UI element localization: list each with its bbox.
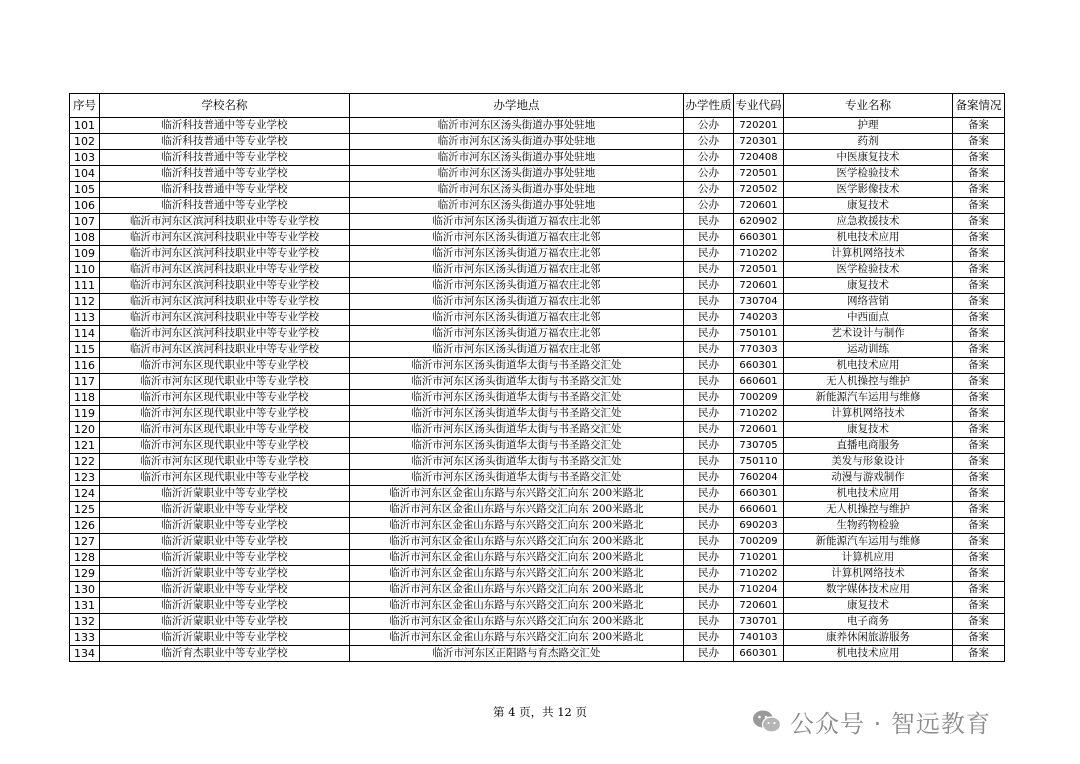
school-name: 临沂沂蒙职业中等专业学校 [100, 598, 350, 614]
school-location: 临沂市河东区汤头街道办事处驻地 [350, 150, 684, 166]
major-name: 康复技术 [784, 598, 953, 614]
school-location: 临沂市河东区汤头街道华太街与书圣路交汇处 [350, 454, 684, 470]
major-code: 730704 [734, 294, 784, 310]
table-row [70, 358, 1005, 374]
major-code: 710202 [734, 246, 784, 262]
filing-status: 备案 [953, 534, 1005, 550]
row-index: 122 [70, 454, 100, 470]
school-name: 临沂科技普通中等专业学校 [100, 134, 350, 150]
table-row [70, 454, 1005, 470]
row-index: 111 [70, 278, 100, 294]
filing-status: 备案 [953, 486, 1005, 502]
ownership-type: 民办 [684, 326, 734, 342]
ownership-type: 公办 [684, 166, 734, 182]
major-code: 660301 [734, 230, 784, 246]
ownership-type: 民办 [684, 406, 734, 422]
major-name: 机电技术应用 [784, 646, 953, 662]
school-name: 临沂市河东区滨河科技职业中等专业学校 [100, 294, 350, 310]
school-location: 临沂市河东区金雀山东路与东兴路交汇向东 200米路北 [350, 486, 684, 502]
school-location: 临沂市河东区汤头街道华太街与书圣路交汇处 [350, 438, 684, 454]
major-name: 运动训练 [784, 342, 953, 358]
school-location: 临沂市河东区汤头街道办事处驻地 [350, 182, 684, 198]
filing-status: 备案 [953, 630, 1005, 646]
filing-status: 备案 [953, 502, 1005, 518]
table-row [70, 246, 1005, 262]
filing-status: 备案 [953, 326, 1005, 342]
table-row [70, 150, 1005, 166]
school-name: 临沂市河东区滨河科技职业中等专业学校 [100, 230, 350, 246]
school-name: 临沂市河东区滨河科技职业中等专业学校 [100, 326, 350, 342]
filing-status: 备案 [953, 406, 1005, 422]
school-location: 临沂市河东区汤头街道万福农庄北邻 [350, 278, 684, 294]
major-name: 中医康复技术 [784, 150, 953, 166]
major-code: 730701 [734, 614, 784, 630]
major-code: 720301 [734, 134, 784, 150]
major-name: 生物药物检验 [784, 518, 953, 534]
school-location: 临沂市河东区汤头街道华太街与书圣路交汇处 [350, 374, 684, 390]
filing-status: 备案 [953, 182, 1005, 198]
table-row [70, 502, 1005, 518]
filing-status: 备案 [953, 294, 1005, 310]
school-location: 临沂市河东区汤头街道万福农庄北邻 [350, 294, 684, 310]
school-location: 临沂市河东区汤头街道办事处驻地 [350, 166, 684, 182]
ownership-type: 民办 [684, 630, 734, 646]
row-index: 134 [70, 646, 100, 662]
school-name: 临沂市河东区现代职业中等专业学校 [100, 374, 350, 390]
school-name: 临沂科技普通中等专业学校 [100, 150, 350, 166]
school-name: 临沂沂蒙职业中等专业学校 [100, 614, 350, 630]
table-row [70, 342, 1005, 358]
table-row [70, 614, 1005, 630]
school-name: 临沂沂蒙职业中等专业学校 [100, 582, 350, 598]
ownership-type: 民办 [684, 518, 734, 534]
major-name: 机电技术应用 [784, 358, 953, 374]
school-location: 临沂市河东区金雀山东路与东兴路交汇向东 200米路北 [350, 614, 684, 630]
row-index: 114 [70, 326, 100, 342]
filing-status: 备案 [953, 150, 1005, 166]
table-row [70, 550, 1005, 566]
filing-status: 备案 [953, 518, 1005, 534]
school-name: 临沂科技普通中等专业学校 [100, 198, 350, 214]
filing-status: 备案 [953, 438, 1005, 454]
school-name: 临沂市河东区现代职业中等专业学校 [100, 470, 350, 486]
school-location: 临沂市河东区汤头街道华太街与书圣路交汇处 [350, 406, 684, 422]
table-row [70, 214, 1005, 230]
ownership-type: 民办 [684, 646, 734, 662]
major-code: 750101 [734, 326, 784, 342]
header-major-code: 专业代码 [734, 94, 784, 118]
ownership-type: 民办 [684, 582, 734, 598]
header-major-name: 专业名称 [784, 94, 953, 118]
table-row [70, 166, 1005, 182]
table-row [70, 262, 1005, 278]
major-name: 机电技术应用 [784, 230, 953, 246]
ownership-type: 民办 [684, 342, 734, 358]
ownership-type: 民办 [684, 502, 734, 518]
major-name: 康复技术 [784, 422, 953, 438]
table-row [70, 198, 1005, 214]
school-location: 临沂市河东区汤头街道万福农庄北邻 [350, 342, 684, 358]
row-index: 101 [70, 118, 100, 134]
filing-status: 备案 [953, 598, 1005, 614]
row-index: 117 [70, 374, 100, 390]
ownership-type: 民办 [684, 470, 734, 486]
filing-status: 备案 [953, 614, 1005, 630]
school-name: 临沂沂蒙职业中等专业学校 [100, 534, 350, 550]
filing-status: 备案 [953, 118, 1005, 134]
table-body [70, 118, 1005, 662]
major-code: 660301 [734, 486, 784, 502]
major-code: 710201 [734, 550, 784, 566]
school-location: 临沂市河东区汤头街道万福农庄北邻 [350, 262, 684, 278]
major-name: 无人机操控与维护 [784, 502, 953, 518]
major-name: 康养休闲旅游服务 [784, 630, 953, 646]
table-row [70, 486, 1005, 502]
row-index: 110 [70, 262, 100, 278]
row-index: 128 [70, 550, 100, 566]
school-name: 临沂科技普通中等专业学校 [100, 182, 350, 198]
header-location: 办学地点 [350, 94, 684, 118]
school-name: 临沂市河东区滨河科技职业中等专业学校 [100, 262, 350, 278]
wechat-icon [752, 709, 782, 735]
ownership-type: 民办 [684, 214, 734, 230]
row-index: 132 [70, 614, 100, 630]
major-code: 740103 [734, 630, 784, 646]
row-index: 124 [70, 486, 100, 502]
ownership-type: 民办 [684, 230, 734, 246]
filing-status: 备案 [953, 566, 1005, 582]
school-location: 临沂市河东区金雀山东路与东兴路交汇向东 200米路北 [350, 534, 684, 550]
school-name: 临沂市河东区现代职业中等专业学校 [100, 358, 350, 374]
ownership-type: 民办 [684, 566, 734, 582]
filing-status: 备案 [953, 166, 1005, 182]
filing-status: 备案 [953, 550, 1005, 566]
ownership-type: 民办 [684, 422, 734, 438]
school-name: 临沂市河东区现代职业中等专业学校 [100, 406, 350, 422]
major-code: 660601 [734, 502, 784, 518]
table-row [70, 230, 1005, 246]
major-name: 康复技术 [784, 198, 953, 214]
school-location: 临沂市河东区汤头街道华太街与书圣路交汇处 [350, 422, 684, 438]
school-name: 临沂市河东区现代职业中等专业学校 [100, 454, 350, 470]
filing-status: 备案 [953, 246, 1005, 262]
school-name: 临沂市河东区现代职业中等专业学校 [100, 438, 350, 454]
ownership-type: 民办 [684, 358, 734, 374]
watermark-text: 公众号 · 智远教育 [790, 710, 991, 738]
school-name: 临沂市河东区滨河科技职业中等专业学校 [100, 214, 350, 230]
header-school-name: 学校名称 [100, 94, 350, 118]
table-row [70, 374, 1005, 390]
row-index: 116 [70, 358, 100, 374]
ownership-type: 民办 [684, 598, 734, 614]
table-row [70, 582, 1005, 598]
row-index: 120 [70, 422, 100, 438]
major-name: 动漫与游戏制作 [784, 470, 953, 486]
filing-status: 备案 [953, 470, 1005, 486]
major-code: 710202 [734, 406, 784, 422]
school-name: 临沂科技普通中等专业学校 [100, 166, 350, 182]
major-code: 770303 [734, 342, 784, 358]
row-index: 103 [70, 150, 100, 166]
school-name: 临沂沂蒙职业中等专业学校 [100, 518, 350, 534]
table-row [70, 294, 1005, 310]
row-index: 107 [70, 214, 100, 230]
school-location: 临沂市河东区汤头街道华太街与书圣路交汇处 [350, 358, 684, 374]
row-index: 105 [70, 182, 100, 198]
major-code: 620902 [734, 214, 784, 230]
major-name: 新能源汽车运用与维修 [784, 534, 953, 550]
filing-status: 备案 [953, 214, 1005, 230]
row-index: 121 [70, 438, 100, 454]
major-name: 应急救援技术 [784, 214, 953, 230]
school-name: 临沂市河东区现代职业中等专业学校 [100, 422, 350, 438]
filing-status: 备案 [953, 374, 1005, 390]
filing-status: 备案 [953, 278, 1005, 294]
page-number: 第 4 页，共 12 页 [492, 705, 588, 719]
row-index: 115 [70, 342, 100, 358]
watermark [752, 704, 991, 739]
major-code: 660301 [734, 646, 784, 662]
school-location: 临沂市河东区汤头街道万福农庄北邻 [350, 230, 684, 246]
school-location: 临沂市河东区汤头街道办事处驻地 [350, 198, 684, 214]
row-index: 131 [70, 598, 100, 614]
school-registry-table [69, 93, 1005, 662]
school-name: 临沂科技普通中等专业学校 [100, 118, 350, 134]
school-location: 临沂市河东区汤头街道办事处驻地 [350, 134, 684, 150]
major-code: 660301 [734, 358, 784, 374]
major-code: 720601 [734, 198, 784, 214]
ownership-type: 公办 [684, 198, 734, 214]
school-name: 临沂育杰职业中等专业学校 [100, 646, 350, 662]
header-filing-status: 备案情况 [953, 94, 1005, 118]
school-name: 临沂市河东区滨河科技职业中等专业学校 [100, 310, 350, 326]
major-code: 720601 [734, 278, 784, 294]
ownership-type: 民办 [684, 310, 734, 326]
major-name: 无人机操控与维护 [784, 374, 953, 390]
ownership-type: 民办 [684, 246, 734, 262]
table-row [70, 118, 1005, 134]
table-row [70, 326, 1005, 342]
row-index: 126 [70, 518, 100, 534]
ownership-type: 民办 [684, 262, 734, 278]
ownership-type: 民办 [684, 534, 734, 550]
table-row [70, 630, 1005, 646]
row-index: 130 [70, 582, 100, 598]
table-row [70, 134, 1005, 150]
table-row [70, 598, 1005, 614]
filing-status: 备案 [953, 262, 1005, 278]
school-name: 临沂市河东区滨河科技职业中等专业学校 [100, 342, 350, 358]
ownership-type: 公办 [684, 118, 734, 134]
major-code: 720408 [734, 150, 784, 166]
major-name: 数字媒体技术应用 [784, 582, 953, 598]
major-code: 720601 [734, 422, 784, 438]
major-name: 电子商务 [784, 614, 953, 630]
major-code: 720601 [734, 598, 784, 614]
ownership-type: 公办 [684, 150, 734, 166]
table-row [70, 534, 1005, 550]
filing-status: 备案 [953, 358, 1005, 374]
major-code: 710204 [734, 582, 784, 598]
row-index: 133 [70, 630, 100, 646]
row-index: 129 [70, 566, 100, 582]
row-index: 112 [70, 294, 100, 310]
major-name: 药剂 [784, 134, 953, 150]
major-code: 760204 [734, 470, 784, 486]
school-name: 临沂沂蒙职业中等专业学校 [100, 630, 350, 646]
school-location: 临沂市河东区金雀山东路与东兴路交汇向东 200米路北 [350, 582, 684, 598]
ownership-type: 民办 [684, 390, 734, 406]
major-code: 720501 [734, 262, 784, 278]
row-index: 104 [70, 166, 100, 182]
school-name: 临沂市河东区滨河科技职业中等专业学校 [100, 246, 350, 262]
ownership-type: 公办 [684, 182, 734, 198]
row-index: 127 [70, 534, 100, 550]
table-row [70, 310, 1005, 326]
major-code: 740203 [734, 310, 784, 326]
filing-status: 备案 [953, 342, 1005, 358]
ownership-type: 民办 [684, 438, 734, 454]
major-code: 720502 [734, 182, 784, 198]
major-name: 计算机网络技术 [784, 406, 953, 422]
school-location: 临沂市河东区汤头街道万福农庄北邻 [350, 214, 684, 230]
table-row [70, 518, 1005, 534]
major-code: 720201 [734, 118, 784, 134]
major-name: 美发与形象设计 [784, 454, 953, 470]
row-index: 119 [70, 406, 100, 422]
school-name: 临沂沂蒙职业中等专业学校 [100, 502, 350, 518]
row-index: 113 [70, 310, 100, 326]
school-location: 临沂市河东区汤头街道万福农庄北邻 [350, 310, 684, 326]
major-code: 720501 [734, 166, 784, 182]
school-location: 临沂市河东区汤头街道华太街与书圣路交汇处 [350, 390, 684, 406]
row-index: 109 [70, 246, 100, 262]
filing-status: 备案 [953, 582, 1005, 598]
major-name: 医学检验技术 [784, 262, 953, 278]
school-location: 临沂市河东区金雀山东路与东兴路交汇向东 200米路北 [350, 550, 684, 566]
table-header-row [70, 94, 1005, 118]
table-row [70, 182, 1005, 198]
school-location: 临沂市河东区正阳路与育杰路交汇处 [350, 646, 684, 662]
table-row [70, 406, 1005, 422]
major-name: 护理 [784, 118, 953, 134]
table-row [70, 422, 1005, 438]
ownership-type: 民办 [684, 614, 734, 630]
table-row [70, 438, 1005, 454]
row-index: 102 [70, 134, 100, 150]
school-name: 临沂沂蒙职业中等专业学校 [100, 550, 350, 566]
major-name: 新能源汽车运用与维修 [784, 390, 953, 406]
row-index: 118 [70, 390, 100, 406]
school-location: 临沂市河东区金雀山东路与东兴路交汇向东 200米路北 [350, 598, 684, 614]
school-location: 临沂市河东区金雀山东路与东兴路交汇向东 200米路北 [350, 566, 684, 582]
major-name: 直播电商服务 [784, 438, 953, 454]
major-code: 710202 [734, 566, 784, 582]
school-name: 临沂市河东区滨河科技职业中等专业学校 [100, 278, 350, 294]
major-name: 机电技术应用 [784, 486, 953, 502]
major-code: 700209 [734, 534, 784, 550]
table-row [70, 470, 1005, 486]
table-row [70, 278, 1005, 294]
major-code: 750110 [734, 454, 784, 470]
major-name: 计算机应用 [784, 550, 953, 566]
major-code: 700209 [734, 390, 784, 406]
major-name: 计算机网络技术 [784, 246, 953, 262]
filing-status: 备案 [953, 422, 1005, 438]
filing-status: 备案 [953, 454, 1005, 470]
filing-status: 备案 [953, 134, 1005, 150]
school-name: 临沂市河东区现代职业中等专业学校 [100, 390, 350, 406]
major-name: 艺术设计与制作 [784, 326, 953, 342]
ownership-type: 民办 [684, 486, 734, 502]
school-location: 临沂市河东区金雀山东路与东兴路交汇向东 200米路北 [350, 630, 684, 646]
major-name: 医学影像技术 [784, 182, 953, 198]
filing-status: 备案 [953, 198, 1005, 214]
row-index: 125 [70, 502, 100, 518]
row-index: 123 [70, 470, 100, 486]
table-row [70, 390, 1005, 406]
ownership-type: 民办 [684, 454, 734, 470]
school-location: 临沂市河东区汤头街道万福农庄北邻 [350, 326, 684, 342]
filing-status: 备案 [953, 390, 1005, 406]
filing-status: 备案 [953, 310, 1005, 326]
major-code: 660601 [734, 374, 784, 390]
school-location: 临沂市河东区金雀山东路与东兴路交汇向东 200米路北 [350, 502, 684, 518]
header-index: 序号 [70, 94, 100, 118]
ownership-type: 民办 [684, 374, 734, 390]
ownership-type: 民办 [684, 294, 734, 310]
ownership-type: 公办 [684, 134, 734, 150]
ownership-type: 民办 [684, 278, 734, 294]
ownership-type: 民办 [684, 550, 734, 566]
row-index: 106 [70, 198, 100, 214]
school-name: 临沂沂蒙职业中等专业学校 [100, 486, 350, 502]
header-ownership: 办学性质 [684, 94, 734, 118]
school-location: 临沂市河东区汤头街道办事处驻地 [350, 118, 684, 134]
school-location: 临沂市河东区金雀山东路与东兴路交汇向东 200米路北 [350, 518, 684, 534]
filing-status: 备案 [953, 230, 1005, 246]
table-row [70, 646, 1005, 662]
school-location: 临沂市河东区汤头街道万福农庄北邻 [350, 246, 684, 262]
table-row [70, 566, 1005, 582]
school-location: 临沂市河东区汤头街道华太街与书圣路交汇处 [350, 470, 684, 486]
major-code: 690203 [734, 518, 784, 534]
school-name: 临沂沂蒙职业中等专业学校 [100, 566, 350, 582]
major-name: 中西面点 [784, 310, 953, 326]
major-code: 730705 [734, 438, 784, 454]
row-index: 108 [70, 230, 100, 246]
major-name: 网络营销 [784, 294, 953, 310]
major-name: 康复技术 [784, 278, 953, 294]
filing-status: 备案 [953, 646, 1005, 662]
major-name: 医学检验技术 [784, 166, 953, 182]
major-name: 计算机网络技术 [784, 566, 953, 582]
